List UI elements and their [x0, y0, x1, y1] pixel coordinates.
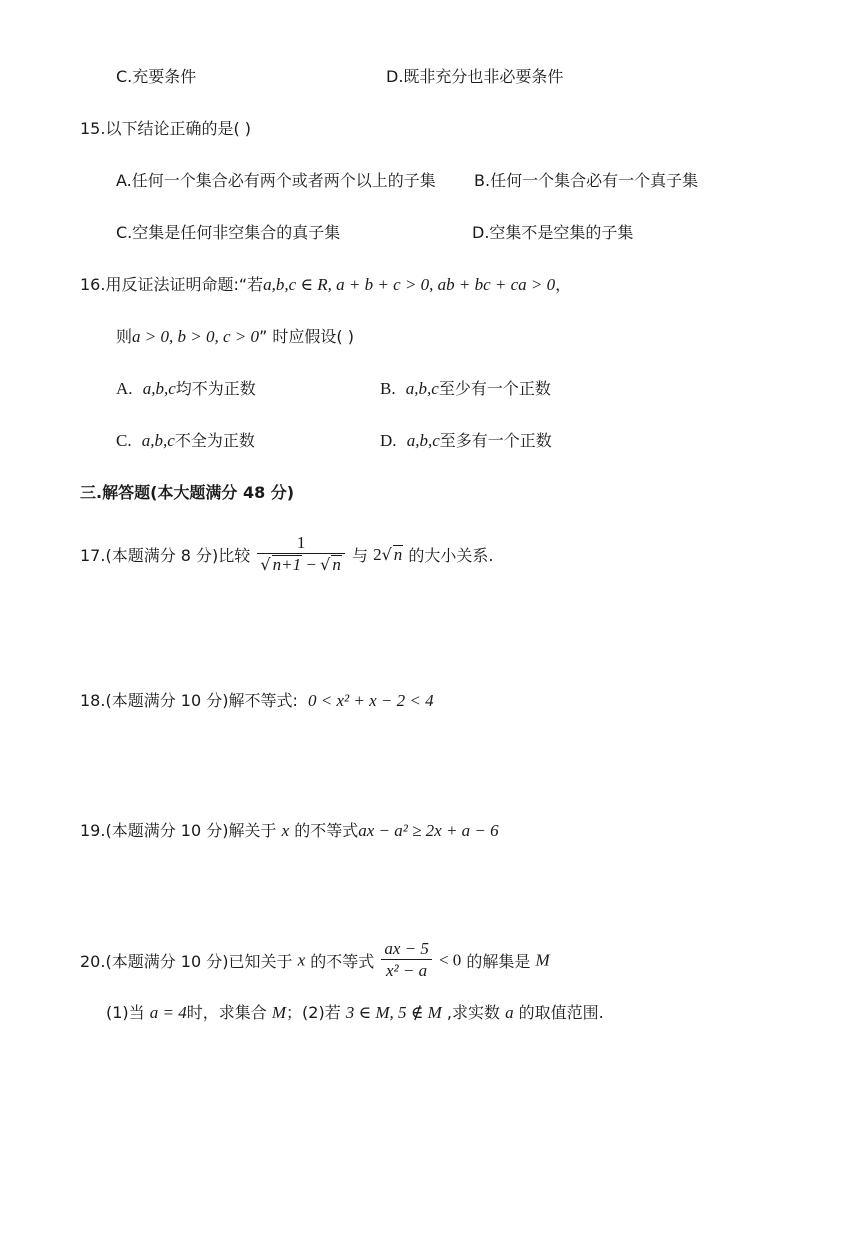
q16-option-b-math: a,b,c	[405, 379, 439, 398]
q17-frac-denominator	[257, 553, 344, 576]
q18-math: 0 < x² + x − 2 < 4	[308, 691, 434, 710]
q17-radical-sign-2: √	[320, 555, 331, 574]
q19-var: x	[281, 821, 290, 840]
q20-frac-denominator: x² − a	[381, 959, 432, 982]
q20-part2-prefix: ；(2)若	[286, 1003, 341, 1022]
q17-radicand-c: n	[393, 544, 403, 564]
q16-stem-suffix: ，	[555, 275, 572, 294]
q20-part1-set: M	[271, 1003, 287, 1022]
q15-option-c: C.空集是任何非空集合的真子集	[116, 223, 341, 242]
q20-frac-numerator: ax − 5	[384, 939, 429, 958]
q20-part1-math: a = 4	[149, 1003, 187, 1022]
q16-option-b	[380, 378, 551, 400]
q17-coef: 2	[373, 544, 382, 564]
q20-mid: 的不等式	[310, 952, 375, 971]
q16-line2-math: a > 0, b > 0, c > 0	[132, 327, 259, 346]
q20-ineq: < 0	[438, 950, 462, 970]
q20-part2-mid: ,求实数	[446, 1003, 500, 1022]
q16-option-b-label: B.	[380, 379, 396, 398]
q20	[80, 939, 550, 982]
q20-parts	[106, 1002, 604, 1024]
q17-radical-sign-3: √	[381, 544, 392, 564]
q17	[80, 533, 493, 576]
q16-option-c-math: a,b,c	[141, 431, 175, 450]
q19-math: ax − a² ≥ 2x + a − 6	[358, 821, 499, 840]
q19-mid: 的不等式	[294, 821, 359, 840]
q16-option-c-text: 不全为正数	[174, 431, 255, 450]
q15-option-d: D.空集不是空集的子集	[472, 223, 634, 242]
q17-fraction	[257, 533, 344, 576]
q16-stem-line2	[116, 326, 354, 348]
q20-part1-mid: 时，求集合	[186, 1003, 267, 1022]
q16-option-b-text: 至少有一个正数	[438, 379, 551, 398]
q17-suffix: 的大小关系.	[408, 546, 494, 565]
q16-option-d-label: D.	[380, 431, 397, 450]
q16-stem-prefix: 16.用反证法证明命题:“若	[80, 275, 264, 294]
q20-part2-var: a	[505, 1003, 514, 1022]
q16-option-a-math: a,b,c	[142, 379, 176, 398]
q20-part2-math: 3 ∈ M, 5 ∉ M	[345, 1003, 442, 1022]
q17-frac-numerator: 1	[296, 533, 306, 552]
q16-option-d-math: a,b,c	[406, 431, 440, 450]
q16-line2-suffix: ” 时应假设( )	[258, 327, 354, 346]
q20-prefix: 20.(本题满分 10 分)已知关于	[80, 952, 293, 971]
q20-part1-prefix: (1)当	[106, 1003, 145, 1022]
q16-stem-math: a,b,c ∈ R, a + b + c > 0, ab + bc + ca > 0	[263, 275, 556, 294]
q19-prefix: 19.(本题满分 10 分)解关于	[80, 821, 277, 840]
q17-radicand-b: n	[332, 555, 341, 574]
q18-prefix: 18.(本题满分 10 分)解不等式:	[80, 691, 298, 710]
q19	[80, 820, 499, 842]
q20-set: M	[535, 950, 550, 970]
q17-radical-sign: √	[260, 555, 271, 574]
q15-option-b: B.任何一个集合必有一个真子集	[474, 171, 699, 190]
q16-option-d-text: 至多有一个正数	[439, 431, 552, 450]
q17-minus: −	[302, 555, 321, 574]
q16-option-a-text: 均不为正数	[175, 379, 256, 398]
q16-option-a-label: A.	[116, 379, 133, 398]
q14-option-c: C.充要条件	[116, 67, 197, 86]
q16-option-c	[116, 430, 255, 452]
q20-var: x	[297, 950, 306, 970]
q20-part2-suffix: 的取值范围.	[518, 1003, 604, 1022]
q15-stem: 15.以下结论正确的是( )	[80, 119, 252, 138]
q16-line2-prefix: 则	[116, 327, 133, 346]
section-3-heading: 三.解答题(本大题满分 48 分)	[80, 483, 295, 502]
q16-option-c-label: C.	[116, 431, 132, 450]
q17-root-expr	[373, 545, 403, 564]
q16-option-a	[116, 378, 256, 400]
q16-stem	[80, 274, 571, 296]
q14-option-d: D.既非充分也非必要条件	[386, 67, 564, 86]
q15-option-a: A.任何一个集合必有两个或者两个以上的子集	[116, 171, 436, 190]
q18	[80, 690, 434, 712]
q17-prefix: 17.(本题满分 8 分)比较	[80, 546, 251, 565]
q17-radicand-a: n+1	[272, 555, 302, 574]
q20-fraction	[381, 939, 432, 982]
q16-option-d	[380, 430, 552, 452]
q17-middle: 与	[351, 546, 368, 565]
q20-suffix: 的解集是	[466, 952, 531, 971]
